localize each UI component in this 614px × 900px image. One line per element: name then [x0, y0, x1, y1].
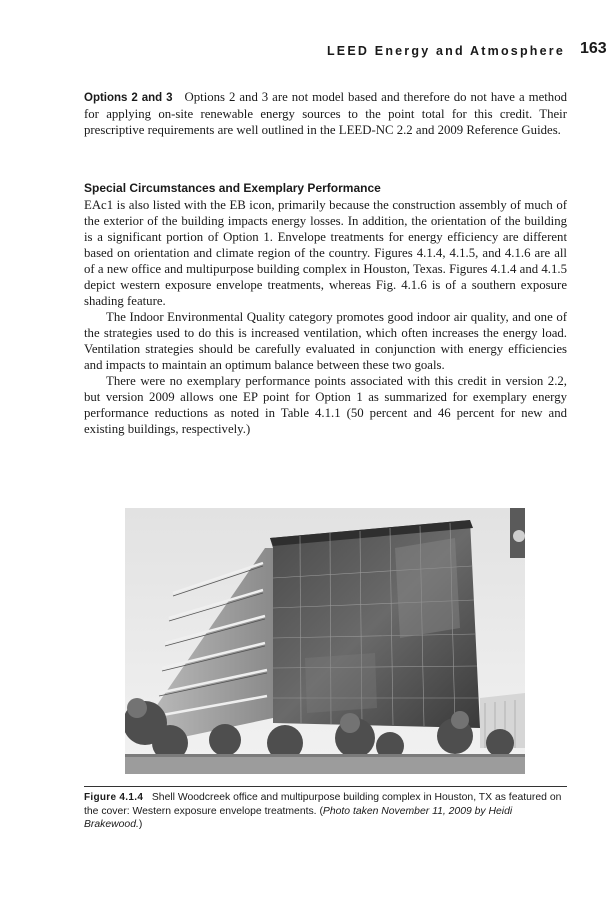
caption-rule: [84, 786, 567, 787]
figure-caption: [84, 791, 567, 832]
page-number: 163: [580, 40, 607, 57]
running-head: LEED Energy and Atmosphere: [326, 44, 565, 58]
photo-credit: Photo taken November 11, 2009 by Heidi Brakewood.: [84, 805, 513, 830]
paragraph-3: There were no exemplary performance points associated with this credit in version 2.2, but version 2009 allows one EP point for Option 1 as summarized for exemplary energy performance reductions as noted in Table 4.1.1 (50 percent and 46 percent for new and existing buildings, respectively.): [84, 374, 567, 436]
options-paragraph: [84, 89, 567, 138]
options-runin-heading: Options 2 and 3: [84, 92, 173, 104]
figure-label: Figure 4.1.4: [84, 792, 144, 803]
section-body: [84, 197, 567, 437]
paragraph-1: EAc1 is also listed with the EB icon, primarily because the construction assembly of much of the exterior of the building impacts energy losses. In addition, the orientation of the building is a significant portion of Option 1. Envelope treatments for energy efficiency are different based on orientation and climate region of the country. Figures 4.1.4, 4.1.5, and 4.1.6 are all of a new office and multipurpose building complex in Houston, Texas. Figures 4.1.4 and 4.1.5 depict western exposure envelope treatments, whereas Fig. 4.1.6 is of a southern exposure shading feature.: [84, 198, 567, 308]
building-photo: [125, 508, 525, 774]
section-heading: Special Circumstances and Exemplary Performance: [84, 181, 381, 195]
options-body: Options 2 and 3 are not model based and therefore do not have a method for applying on-site renewable energy sources to the point total for this credit. Their prescriptive requirements are well outlined in the LEED-NC 2.2 and 2009 Reference Guides.: [84, 90, 567, 137]
caption-close: ): [138, 819, 143, 830]
caption-text: Shell Woodcreek office and multipurpose building complex in Houston, TX as featured on the cover: Western exposure envelope treatments. (: [84, 792, 562, 817]
paragraph-2: The Indoor Environmental Quality category promotes good indoor air quality, and one of the strategies used to do this is increased ventilation, which often increases the energy load. Ventilation strategies should be carefully evaluated in conjunction with energy efficiencies and impacts to maintain an optimum balance between these two goals.: [84, 310, 567, 372]
